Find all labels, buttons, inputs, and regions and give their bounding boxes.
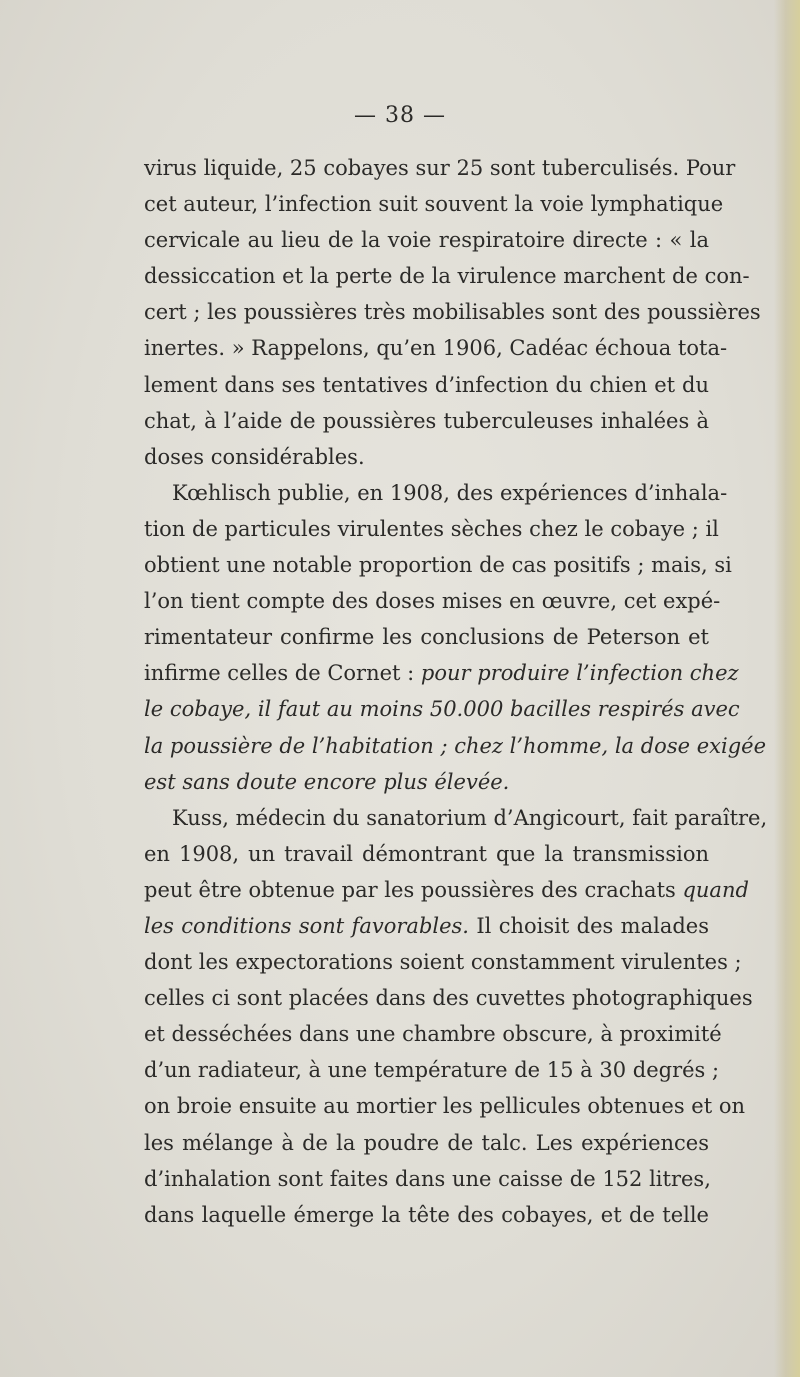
text-line (144, 186, 724, 222)
text-line (144, 583, 721, 619)
text-segment: les mélange à de la poudre de talc. Les expériences (144, 1130, 709, 1155)
text-segment: et desséchées dans une chambre obscure, à proximité (144, 1022, 722, 1047)
text-line (144, 330, 728, 366)
text-line (144, 150, 736, 186)
text-line (144, 475, 728, 511)
text-line (144, 908, 709, 944)
text-segment: d’inhalation sont faites dans une caisse de 152 litres, (144, 1166, 711, 1191)
text-line (144, 1016, 722, 1052)
text-segment: dessiccation et la perte de la virulence marchent de con- (144, 264, 750, 289)
text-line (144, 800, 768, 836)
italic-text: pour produire l’infection chez (420, 661, 739, 686)
text-line (144, 1161, 709, 1197)
text-segment: lement dans ses tentatives d’infection du chien et du (144, 372, 709, 397)
text-segment: celles ci sont placées dans des cuvettes photographiques (144, 986, 753, 1011)
italic-text: la poussière de l’habitation ; chez l’homme, la dose exigée (144, 733, 766, 758)
text-line (144, 764, 709, 800)
text-segment: cervicale au lieu de la voie respiratoire directe : « la (144, 228, 709, 253)
text-segment: rimentateur confirme les conclusions de Peterson et (144, 625, 709, 650)
text-segment: d’un radiateur, à une température de 15 à 30 degrés ; (144, 1058, 720, 1083)
text-line (144, 728, 766, 764)
italic-text: les conditions sont favorables. (144, 913, 469, 938)
text-segment: dans laquelle émerge la tête des cobayes, et de telle (144, 1202, 709, 1227)
text-segment: infirme celles de Cornet : (144, 661, 421, 686)
text-segment: obtient une notable proportion de cas positifs ; mais, si (144, 553, 732, 578)
text-line (144, 294, 761, 330)
italic-text: est sans doute encore plus élevée. (144, 769, 510, 794)
text-line (144, 222, 709, 258)
text-line (144, 619, 709, 655)
text-segment: Kœhlisch publie, en 1908, des expériences d’inhala- (172, 480, 728, 505)
text-line (144, 439, 709, 475)
text-line (144, 511, 719, 547)
text-segment: peut être obtenue par les poussières des crachats (144, 877, 683, 902)
text-line (144, 1197, 709, 1233)
text-line (144, 944, 742, 980)
text-segment: virus liquide, 25 cobayes sur 25 sont tuberculisés. Pour (144, 156, 736, 180)
body-text (144, 150, 768, 1233)
italic-text: quand (682, 877, 749, 902)
text-line (144, 872, 749, 908)
text-line (144, 1125, 709, 1161)
text-line (144, 980, 753, 1016)
text-line (144, 655, 739, 691)
text-line (144, 836, 709, 872)
page-edge-shadow (774, 0, 800, 1377)
text-line (144, 367, 709, 403)
text-line (144, 258, 750, 294)
text-line (144, 691, 740, 727)
text-segment: en 1908, un travail démontrant que la transmission (144, 841, 709, 866)
text-line (144, 547, 732, 583)
text-line (144, 403, 709, 439)
text-segment: chat, à l’aide de poussières tuberculeuses inhalées à (144, 408, 709, 433)
text-segment: doses considérables. (144, 444, 365, 469)
text-line (144, 1052, 720, 1088)
text-segment: l’on tient compte des doses mises en œuvre, cet expé- (144, 589, 721, 614)
text-segment: tion de particules virulentes sèches chez le cobaye ; il (144, 516, 719, 541)
italic-text: le cobaye, il faut au moins 50.000 bacilles respirés avec (144, 697, 740, 722)
text-line (144, 1088, 746, 1124)
text-segment: Il choisit des malades (468, 913, 709, 938)
text-segment: cet auteur, l’infection suit souvent la voie lymphatique (144, 192, 724, 217)
page-number: — 38 — (354, 103, 446, 128)
text-segment: Kuss, médecin du sanatorium d’Angicourt, fait paraître, (172, 805, 768, 830)
text-segment: on broie ensuite au mortier les pellicules obtenues et on (144, 1094, 746, 1119)
text-segment: cert ; les poussières très mobilisables sont des poussières (144, 300, 761, 325)
text-segment: dont les expectorations soient constamment virulentes ; (144, 950, 742, 975)
text-segment: inertes. » Rappelons, qu’en 1906, Cadéac échoua tota- (144, 336, 728, 361)
